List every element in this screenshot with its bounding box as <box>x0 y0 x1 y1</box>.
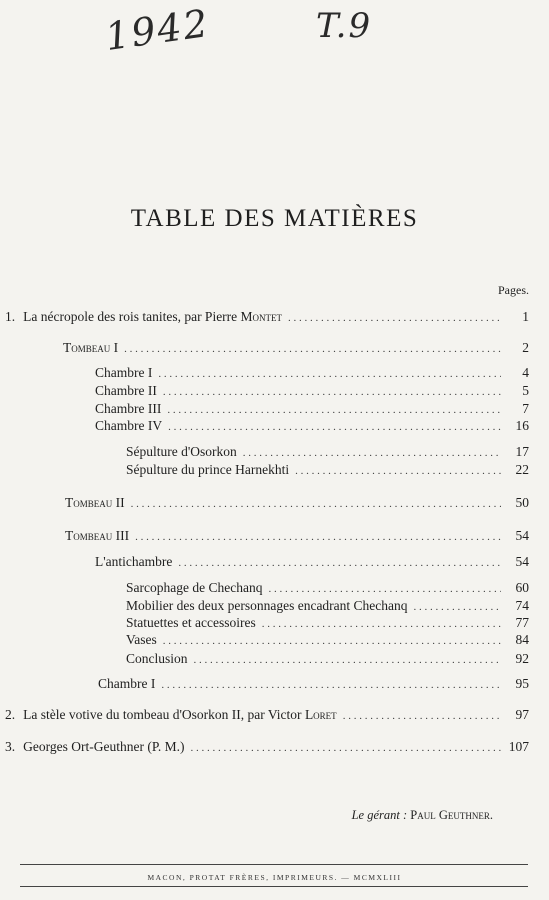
leader-dots <box>161 676 501 694</box>
entry-page: 17 <box>515 444 529 459</box>
entry-page: 54 <box>515 528 529 543</box>
entry-label: Tombeau II <box>65 495 125 510</box>
entry-page: 84 <box>515 632 529 647</box>
entry-label: Mobilier des deux personnages encadrant Chechanq <box>126 598 408 613</box>
entry-number: 2. <box>5 707 16 722</box>
toc-entry-chambre-2 <box>95 382 529 401</box>
leader-dots <box>295 462 501 480</box>
leader-dots <box>124 340 501 358</box>
footer-rule-top <box>20 864 528 865</box>
entry-label: Statuettes et accessoires <box>126 615 256 630</box>
leader-dots <box>288 309 501 327</box>
leader-dots <box>243 444 501 462</box>
leader-dots <box>131 495 501 513</box>
leader-dots <box>158 365 501 383</box>
toc-entry-tombeau-1 <box>63 339 529 358</box>
entry-number: 3. <box>5 739 16 754</box>
entry-page: 77 <box>515 615 529 630</box>
entry-page: 95 <box>515 676 529 691</box>
entry-page: 4 <box>522 365 529 380</box>
footer-rule-bottom <box>20 886 528 887</box>
leader-dots <box>163 383 501 401</box>
entry-label: Tombeau III <box>65 528 130 543</box>
handwritten-year: 1942 <box>102 0 213 60</box>
entry-page: 2 <box>522 340 529 355</box>
leader-dots <box>135 528 501 546</box>
toc-entry-conclusion <box>126 650 529 669</box>
entry-page: 7 <box>522 401 529 416</box>
leader-dots <box>163 632 501 650</box>
entry-page: 60 <box>515 580 529 595</box>
leader-dots <box>268 580 501 598</box>
leader-dots <box>190 739 501 757</box>
entry-page: 16 <box>515 418 529 433</box>
entry-label: Georges Ort-Geuthner (P. M.) <box>23 739 185 754</box>
leader-dots <box>194 651 501 669</box>
handwritten-volume: T.9 <box>316 6 373 46</box>
entry-page: 97 <box>515 707 529 722</box>
entry-label: L'antichambre <box>95 554 173 569</box>
entry-number: 1. <box>5 309 16 324</box>
entry-label: Chambre IV <box>95 418 163 433</box>
entry-page: 50 <box>515 495 529 510</box>
leader-dots <box>178 554 501 572</box>
entry-page: 74 <box>515 598 529 613</box>
toc-entry-loret <box>5 706 529 725</box>
page-title: TABLE DES MATIÈRES <box>130 205 419 232</box>
entry-label: Sépulture d'Osorkon <box>126 444 237 459</box>
entry-page: 54 <box>515 554 529 569</box>
entry-label: Sépulture du prince Harnekhti <box>126 462 290 477</box>
entry-label: Chambre III <box>95 401 162 416</box>
toc-entry-montet <box>5 308 529 327</box>
toc-entry-tombeau-2 <box>65 494 529 513</box>
printer-imprint: MACON, PROTAT FRÈRES, IMPRIMEURS. — MCMXLIII <box>147 873 402 882</box>
leader-dots <box>343 707 501 725</box>
entry-page: 22 <box>515 462 529 477</box>
toc-entry-osorkon <box>126 443 529 462</box>
entry-label: Conclusion <box>126 651 188 666</box>
entry-page: 107 <box>508 739 529 754</box>
gerant-prefix: Le gérant : <box>351 808 411 822</box>
toc-entry-tombeau-3 <box>65 527 529 546</box>
toc-entry-chambre-1 <box>95 364 529 383</box>
toc-entry-chambre-4 <box>95 417 529 436</box>
entry-page: 1 <box>522 309 529 324</box>
entry-label: La stèle votive du tombeau d'Osorkon II, par Victor Loret <box>23 707 337 722</box>
leader-dots <box>168 418 501 436</box>
entry-label: La nécropole des rois tanites, par Pierre Montet <box>23 309 283 324</box>
toc-entry-geuthner <box>5 738 529 757</box>
toc-entry-sarcophage <box>126 579 529 598</box>
toc-entry-chambre-1-b <box>98 675 529 694</box>
entry-label: Sarcophage de Chechanq <box>126 580 263 595</box>
entry-label: Chambre II <box>95 383 157 398</box>
toc-entry-harnekhti <box>126 461 529 480</box>
entry-label: Chambre I <box>95 365 153 380</box>
entry-label: Tombeau I <box>63 340 119 355</box>
toc-entry-vases <box>126 631 529 650</box>
gerant-name: Paul Geuthner. <box>410 808 493 822</box>
entry-label: Chambre I <box>98 676 156 691</box>
entry-page: 5 <box>522 383 529 398</box>
entry-label: Vases <box>126 632 157 647</box>
pages-column-header: Pages. <box>498 283 529 297</box>
entry-page: 92 <box>515 651 529 666</box>
gerant-signature <box>352 808 493 823</box>
toc-entry-antichambre <box>95 553 529 572</box>
